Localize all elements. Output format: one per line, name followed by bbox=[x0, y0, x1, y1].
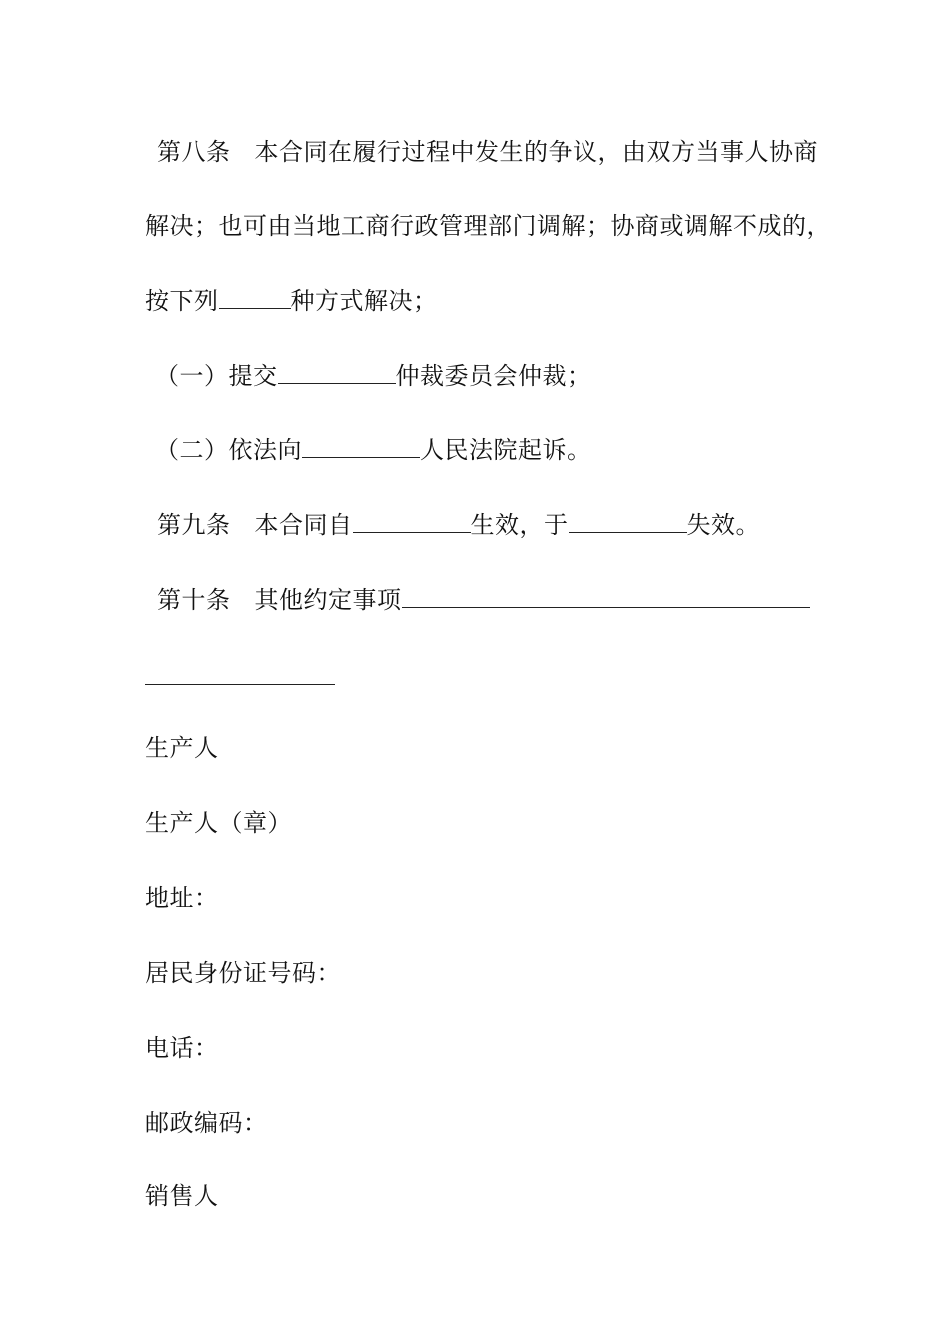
article8-line1 bbox=[157, 137, 818, 167]
id-number-label: 居民身份证号码： bbox=[145, 959, 341, 987]
article8-label: 第八条 bbox=[157, 138, 231, 166]
article8-option1: （一）提交 仲裁委员会仲裁； bbox=[155, 362, 592, 390]
article9-label: 第九条 bbox=[157, 511, 231, 539]
blank-court bbox=[302, 435, 420, 458]
article10-line: 第十条 其他约定事项 bbox=[157, 585, 810, 615]
blank-other-terms bbox=[402, 585, 810, 608]
blank-effective-date bbox=[353, 510, 471, 533]
postal-code-label: 邮政编码： bbox=[145, 1109, 268, 1137]
address-label: 地址： bbox=[145, 884, 219, 912]
seller-label: 销售人 bbox=[145, 1182, 219, 1210]
article8-option2: （二）依法向 人民法院起诉。 bbox=[155, 436, 592, 464]
article8-line2: 解决；也可由当地工商行政管理部门调解；协商或调解不成的， bbox=[145, 212, 831, 240]
producer-seal-label: 生产人（章） bbox=[145, 809, 292, 837]
phone-label: 电话： bbox=[145, 1034, 219, 1062]
article9-line: 第九条 本合同自 生效，于 失效。 bbox=[157, 511, 760, 539]
blank-arbitration-committee bbox=[278, 361, 396, 384]
blank-expiry-date bbox=[569, 510, 687, 533]
producer-label: 生产人 bbox=[145, 734, 219, 762]
article8-line3: 按下列 种方式解决； bbox=[145, 287, 438, 315]
blank-method-count bbox=[219, 286, 291, 309]
article10-label: 第十条 bbox=[157, 586, 231, 614]
blank-other-terms-continued bbox=[145, 684, 335, 685]
article8-text: 本合同在履行过程中发生的争议，由双方当事人协商 bbox=[254, 138, 818, 166]
